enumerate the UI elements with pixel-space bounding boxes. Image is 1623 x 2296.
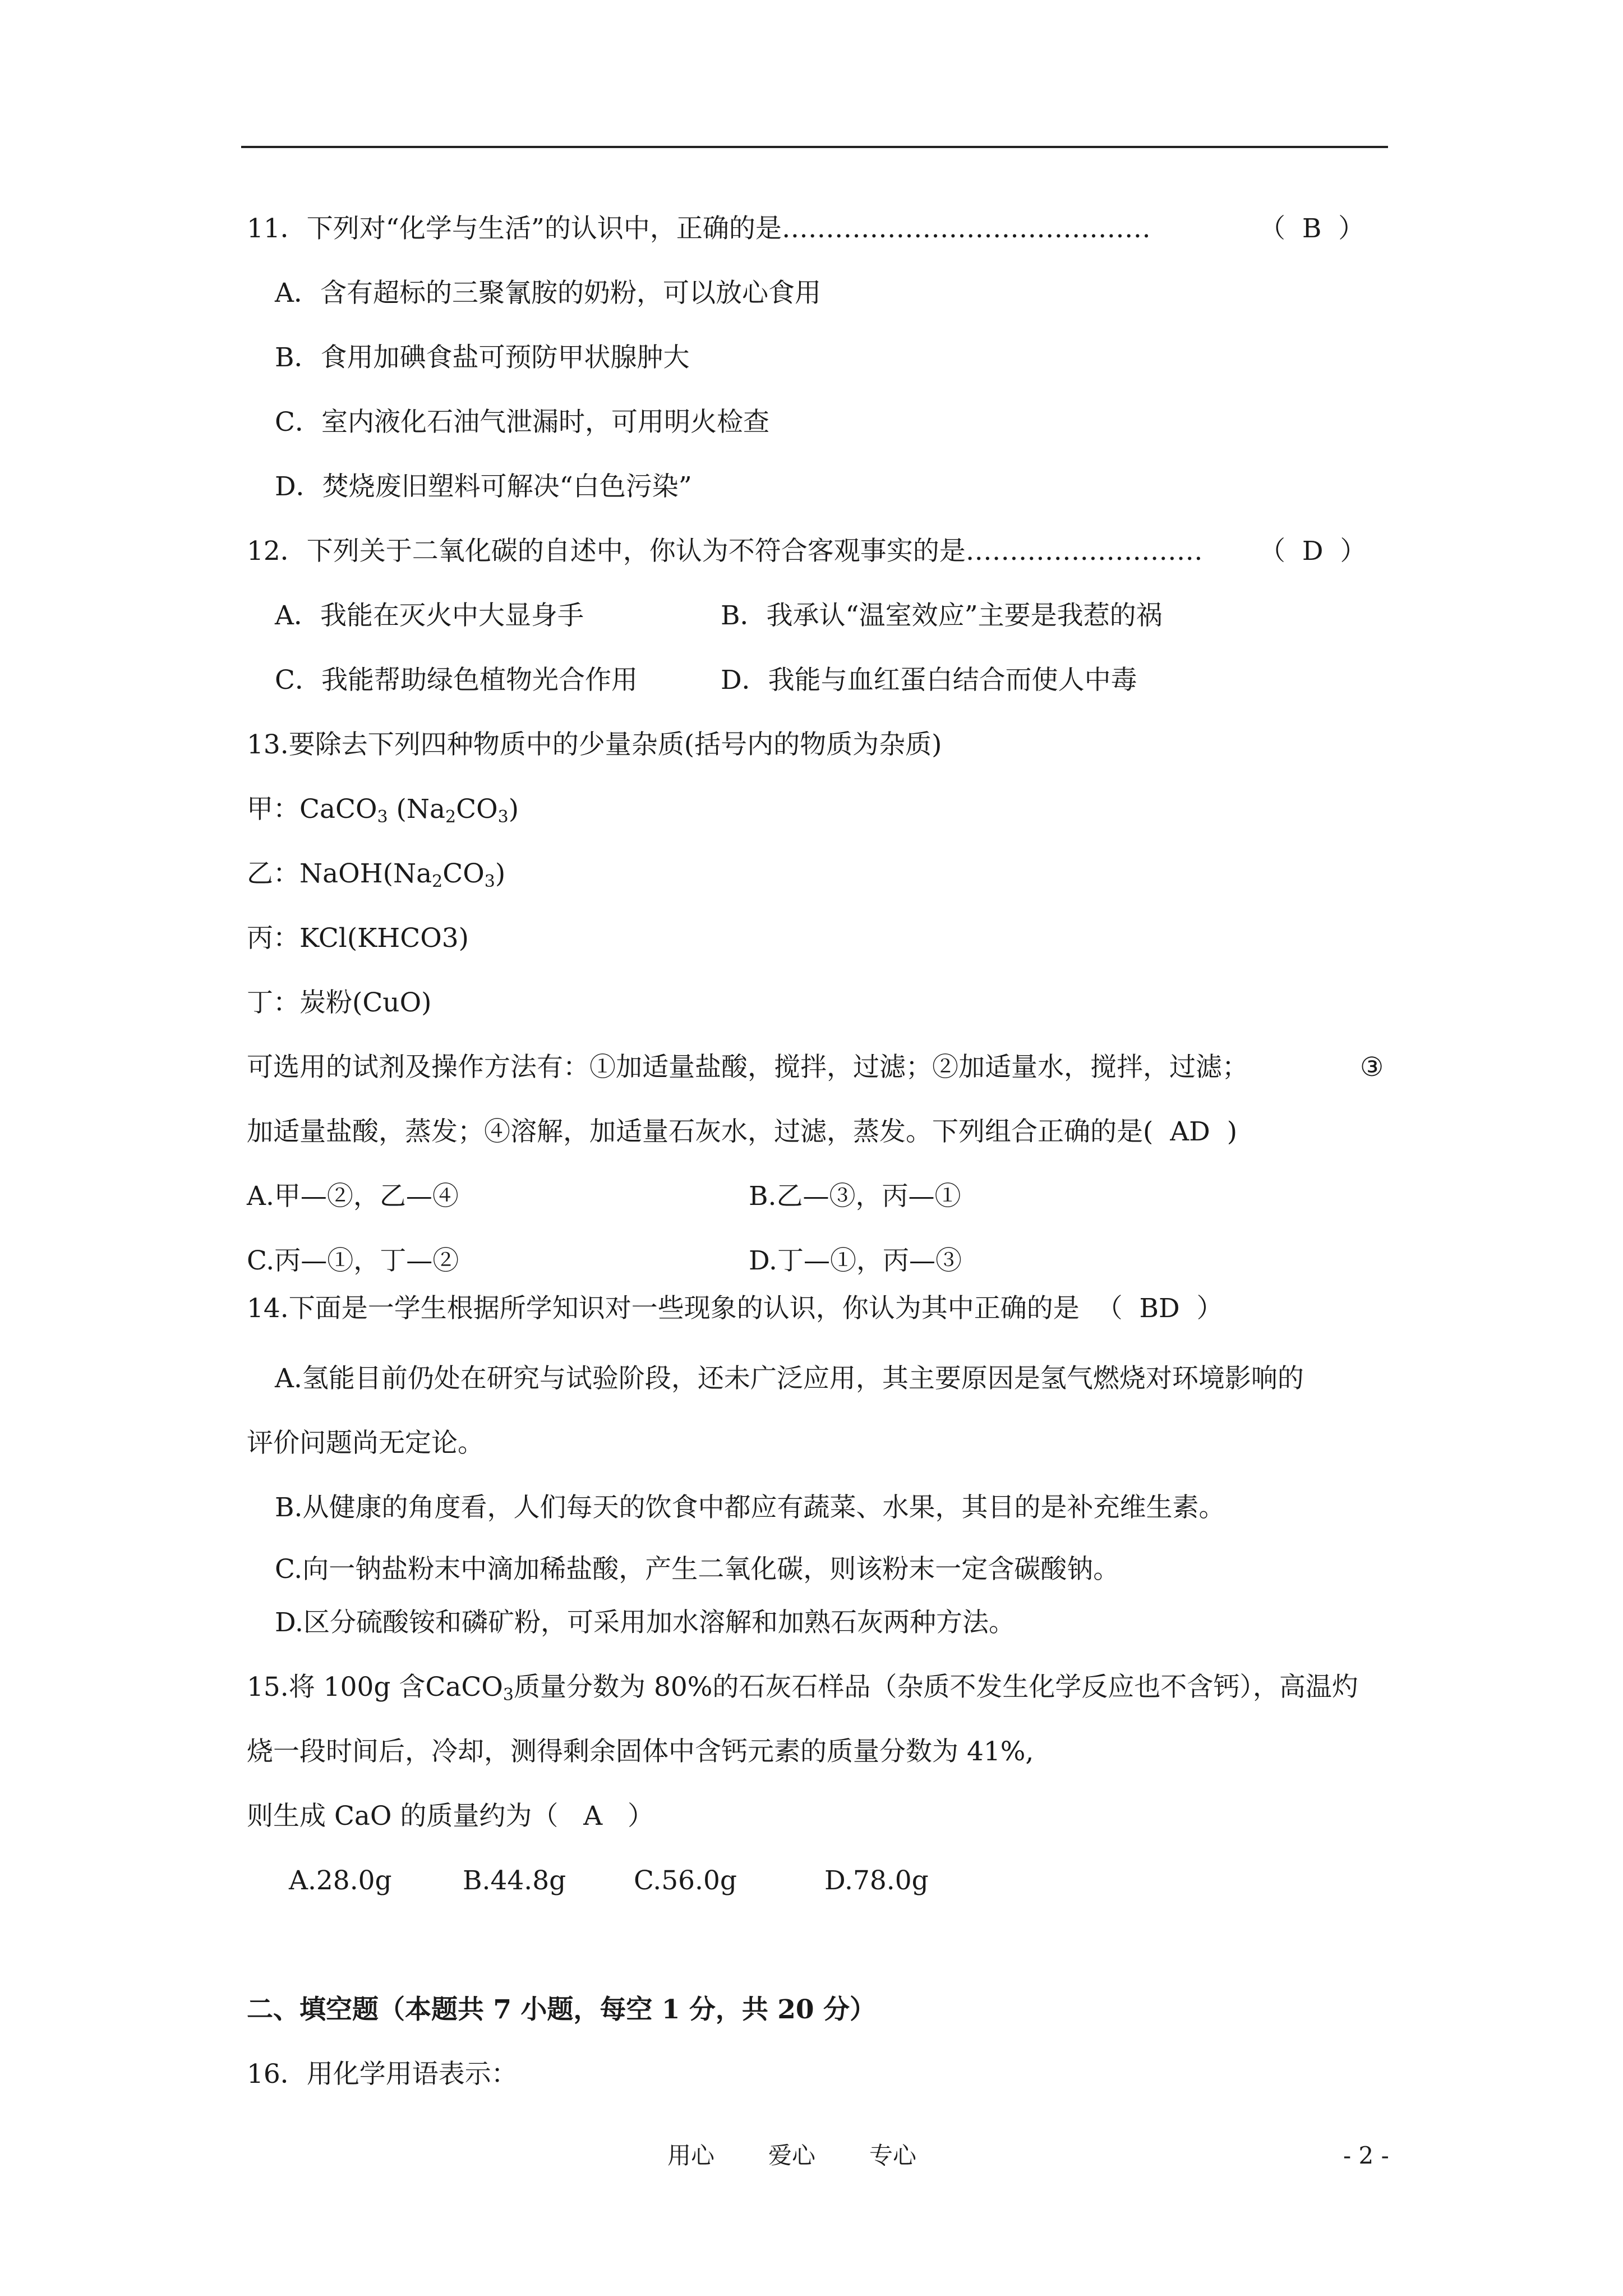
q13-methods-line1: 可选用的试剂及操作方法有：①加适量盐酸，搅拌，过滤；②加适量水，搅拌，过滤； (247, 1052, 1248, 1083)
q12-option-b: B．我承认“温室效应”主要是我惹的祸 (721, 600, 1163, 631)
q13-item-jia: 甲：CaCO$_3$ $(Na_2CO_3)$ (247, 794, 519, 827)
q11-stem: 11．下列对“化学与生活”的认识中，正确的是…………………………………… (247, 213, 1151, 244)
q14-option-a-line1: A.氢能目前仍处在研究与试验阶段，还未广泛应用，其主要原因是氢气燃烧对环境影响的 (275, 1363, 1304, 1394)
q14-option-a-line2: 评价问题尚无定论。 (247, 1428, 484, 1458)
q11-option-b: B．食用加碘食盐可预防甲状腺肿大 (275, 342, 690, 373)
q13-methods-circle3: ③ (1360, 1052, 1384, 1083)
q12-option-d: D．我能与血红蛋白结合而使人中毒 (721, 665, 1137, 696)
q13-option-c: C.丙—①，丁—② (247, 1245, 459, 1276)
q13-methods-line2: 加适量盐酸，蒸发；④溶解，加适量石灰水，过滤，蒸发。下列组合正确的是( AD ) (247, 1116, 1238, 1147)
header-rule (241, 146, 1388, 148)
q11-answer: （ B ） (1259, 213, 1365, 244)
q14-option-c: C.向一钠盐粉末中滴加稀盐酸，产生二氧化碳，则该粉末一定含碳酸钠。 (275, 1554, 1120, 1585)
q11-option-a: A．含有超标的三聚氰胺的奶粉，可以放心食用 (275, 278, 821, 309)
section-heading: 二、填空题（本题共 7 小题，每空 1 分，共 20 分） (247, 1994, 876, 2025)
footer-motto-1: 用心 (667, 2142, 715, 2169)
q12-stem: 12．下列关于二氧化碳的自述中，你认为不符合客观事实的是……………………… (247, 536, 1203, 567)
q15-line3: 则生成 CaO 的质量约为（ A ） (247, 1801, 654, 1832)
q13-item-bing: 丙：KCl(KHCO3) (247, 923, 469, 954)
q12-option-a: A．我能在灭火中大显身手 (275, 600, 584, 631)
q16-stem: 16．用化学用语表示： (247, 2059, 518, 2090)
footer-motto-3: 专心 (869, 2142, 917, 2169)
q11-option-c: C．室内液化石油气泄漏时，可用明火检查 (275, 407, 769, 438)
q13-stem: 13.要除去下列四种物质中的少量杂质(括号内的物质为杂质) (247, 729, 942, 760)
q15-option-d: D.78.0g (824, 1865, 929, 1896)
q15-line1: 15.将 100g 含CaCO$_3$质量分数为 80%的石灰石样品（杂质不发生化学反应也不含钙），高温灼 (247, 1672, 1358, 1705)
q14-option-b: B.从健康的角度看，人们每天的饮食中都应有蔬菜、水果，其目的是补充维生素。 (275, 1492, 1225, 1523)
q15-line2: 烧一段时间后，冷却，测得剩余固体中含钙元素的质量分数为 41%, (247, 1736, 1034, 1767)
q11-option-d: D．焚烧废旧塑料可解决“白色污染” (275, 471, 692, 502)
page-number: - 2 - (1343, 2142, 1389, 2169)
q14-stem: 14.下面是一学生根据所学知识对一些现象的认识，你认为其中正确的是 （ BD ） (247, 1293, 1223, 1324)
q12-answer: （ D ） (1259, 536, 1367, 567)
q13-item-ding: 丁：炭粉(CuO) (247, 987, 432, 1018)
q13-option-d: D.丁—①，丙—③ (749, 1245, 962, 1276)
q15-option-a: A.28.0g (289, 1865, 392, 1896)
q13-item-yi: 乙：$NaOH(Na_2CO_3)$ (247, 858, 506, 891)
q15-option-c: C.56.0g (634, 1865, 737, 1896)
footer-motto-2: 爱心 (768, 2142, 816, 2169)
q14-option-d: D.区分硫酸铵和磷矿粉，可采用加水溶解和加熟石灰两种方法。 (275, 1607, 1015, 1638)
q12-option-c: C．我能帮助绿色植物光合作用 (275, 665, 638, 696)
q15-option-b: B.44.8g (463, 1865, 566, 1896)
q13-option-a: A.甲—②，乙—④ (247, 1181, 459, 1212)
q13-option-b: B.乙—③，丙—① (749, 1181, 961, 1212)
